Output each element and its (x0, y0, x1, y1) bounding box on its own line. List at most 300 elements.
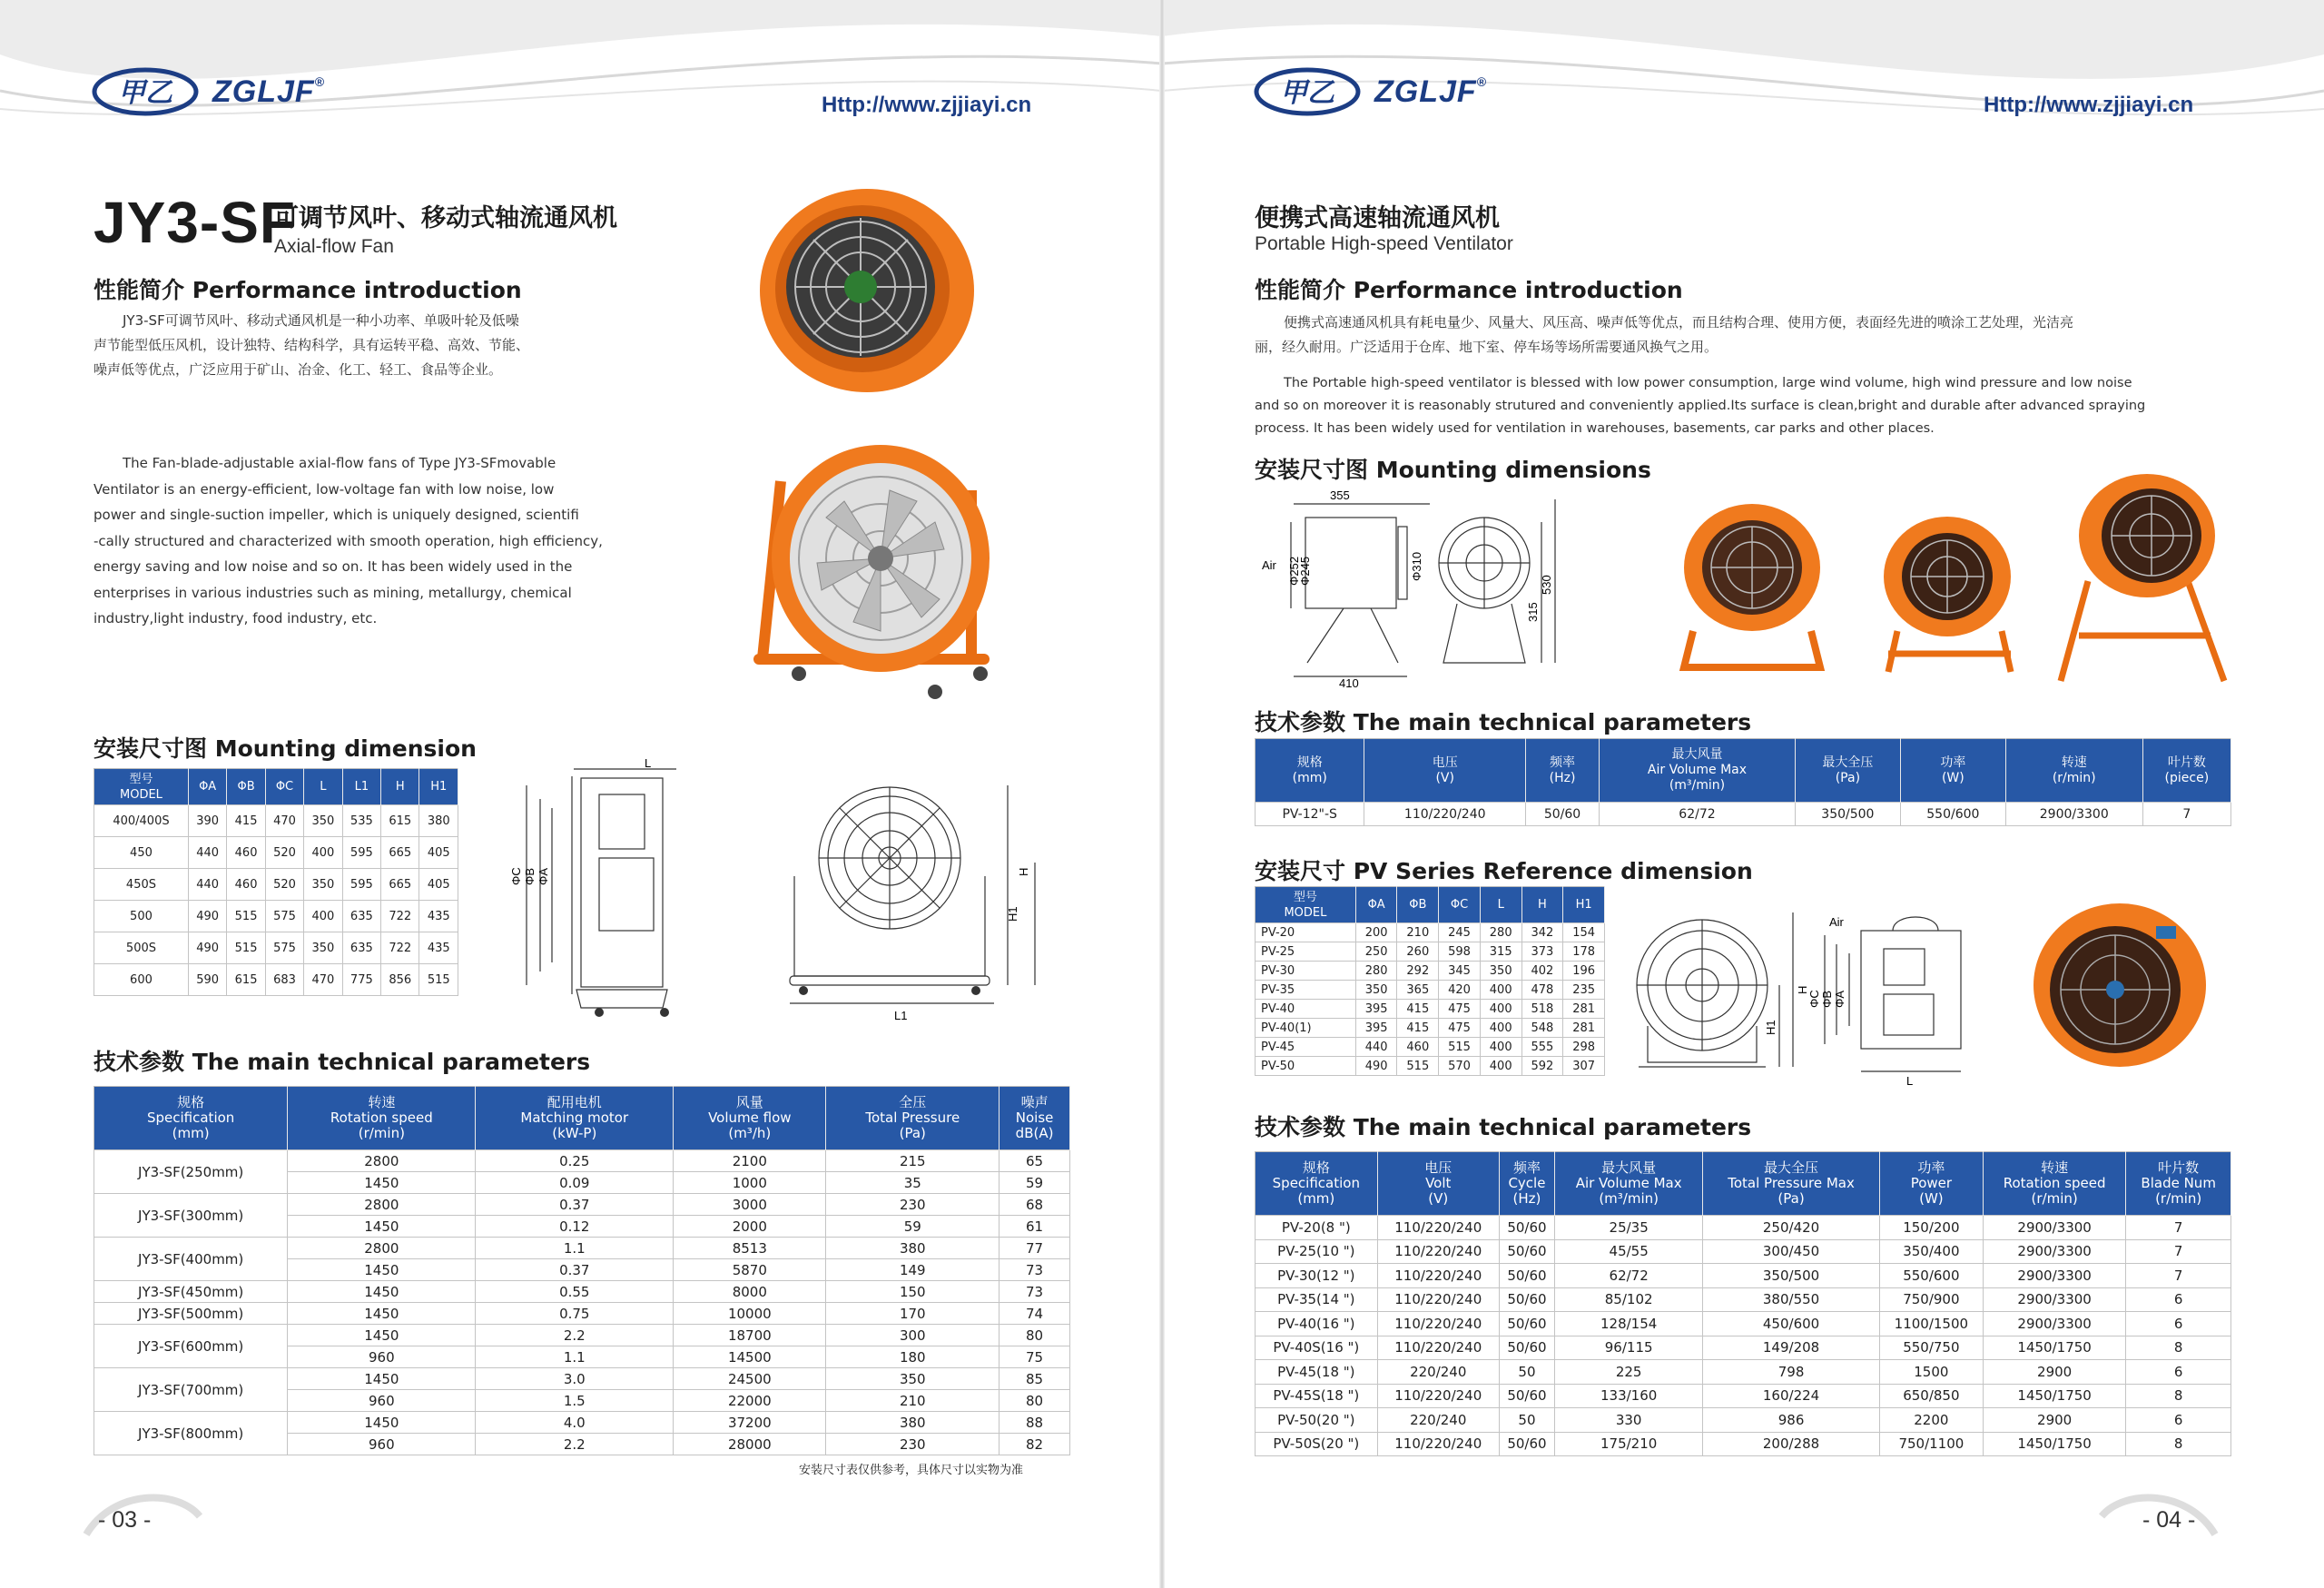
table-cell: 85/102 (1555, 1287, 1703, 1312)
header-line: Total Pressure Max (1728, 1175, 1855, 1191)
table-header-cell: H (1521, 887, 1563, 923)
table-header-cell (94, 1087, 288, 1150)
table-cell: 350/500 (1795, 803, 1900, 826)
dim-label-phiC: ΦC (509, 867, 523, 885)
table-cell: 8 (2126, 1432, 2231, 1456)
header-line: (mm) (1297, 1190, 1335, 1207)
table-cell: 440 (188, 869, 226, 901)
header-line: (r/min) (358, 1125, 405, 1141)
brand-logo (1253, 64, 1487, 120)
table-header-cell (2126, 1152, 2231, 1216)
tech1-parameters-table (1255, 738, 2231, 826)
table-cell: PV-50(20 ") (1256, 1408, 1378, 1433)
table-cell: 470 (265, 805, 303, 837)
perf-cn-text (1255, 311, 2262, 360)
table-header-row (94, 1087, 1070, 1150)
perf-cn-line: 声节能型低压风机，设计独特、结构科学，具有运转平稳、高效、节能、 (94, 337, 530, 353)
header-line: 频率 (1512, 1159, 1541, 1176)
table-cell: 350 (1480, 962, 1521, 981)
tech-heading: 技术参数 The main technical parameters (94, 1049, 591, 1075)
table-header-cell: ΦA (1355, 887, 1397, 923)
table-header-cell: L (304, 769, 342, 805)
header-line: (m³/h) (728, 1125, 772, 1141)
mount-heading: 安装尺寸图 Mounting dimension (94, 735, 477, 762)
table-cell: 62/72 (1600, 803, 1796, 826)
table-cell: 110/220/240 (1377, 1336, 1499, 1360)
table-cell: 128/154 (1555, 1312, 1703, 1336)
table-cell: 280 (1355, 962, 1397, 981)
table-cell: 200/288 (1703, 1432, 1880, 1456)
table-cell: 260 (1397, 942, 1439, 962)
table-cell: 665 (381, 869, 419, 901)
table-cell: 550/600 (1900, 803, 2005, 826)
table-cell: 160/224 (1703, 1384, 1880, 1408)
perf-en-text (1255, 372, 2262, 440)
table-cell: 750/1100 (1879, 1432, 1983, 1456)
table-cell: 149 (826, 1259, 1000, 1281)
table-cell: 490 (188, 901, 226, 932)
table-cell: PV-35(14 ") (1256, 1287, 1378, 1312)
table-cell: 592 (1521, 1057, 1563, 1076)
table-cell: 490 (1355, 1057, 1397, 1076)
table-cell: PV-40S(16 ") (1256, 1336, 1378, 1360)
table-cell: 59 (826, 1216, 1000, 1238)
header-line: Power (1910, 1175, 1953, 1191)
table-cell: 110/220/240 (1377, 1287, 1499, 1312)
table-cell: 1450 (288, 1412, 476, 1434)
perf-en-line: power and single-suction impeller, which is uniquely designed, scientifi (94, 507, 579, 523)
fan-front-drawing (767, 785, 1058, 1040)
table-cell: 598 (1439, 942, 1481, 962)
table-cell: 0.12 (476, 1216, 674, 1238)
table-cell: 149/208 (1703, 1336, 1880, 1360)
table-cell: 292 (1397, 962, 1439, 981)
table-cell: 215 (826, 1150, 1000, 1172)
spec-cell: JY3-SF(600mm) (94, 1325, 288, 1368)
header-line: Noise (1015, 1110, 1054, 1126)
dim-label-H: H (1796, 985, 1809, 994)
table-cell: 2900/3300 (1983, 1312, 2126, 1336)
table-cell: 50/60 (1499, 1264, 1554, 1288)
dim-label-L: L (1906, 1074, 1914, 1088)
table-cell: 1450 (288, 1259, 476, 1281)
table-row (94, 1368, 1070, 1390)
table-header-cell: 型号 MODEL (94, 769, 189, 805)
header-line: (W) (1919, 1190, 1944, 1207)
table-cell: 0.75 (476, 1303, 674, 1325)
table-cell: 110/220/240 (1377, 1384, 1499, 1408)
header-line: (piece) (2164, 770, 2210, 785)
table-cell: 635 (342, 901, 380, 932)
header-line: (r/min) (2052, 770, 2096, 785)
table-cell: 615 (227, 964, 265, 996)
table-row (1256, 1312, 2231, 1336)
table-cell: 722 (381, 901, 419, 932)
table-cell: 18700 (674, 1325, 826, 1346)
table-cell: 8 (2126, 1384, 2231, 1408)
table-header-cell: ΦA (188, 769, 226, 805)
table-cell: 50/60 (1499, 1239, 1554, 1264)
portable-fan-photo (1675, 486, 1829, 681)
table-row (1256, 1216, 2231, 1240)
perf-en-line: industry,light industry, food industry, etc. (94, 610, 378, 626)
table-cell: 196 (1563, 962, 1605, 981)
table-cell: 500 (94, 901, 189, 932)
table-header-row (1256, 739, 2231, 803)
table-cell: 61 (1000, 1216, 1070, 1238)
table-header-cell (1795, 739, 1900, 803)
header-line: Specification (1272, 1175, 1360, 1191)
table-cell: 2900 (1983, 1360, 2126, 1385)
table-cell: 350 (826, 1368, 1000, 1390)
table-cell: 0.37 (476, 1194, 674, 1216)
svg-text:甲乙: 甲乙 (118, 77, 172, 109)
table-cell: 435 (419, 901, 458, 932)
table-cell: 415 (1397, 1019, 1439, 1038)
header-line: (Hz) (1512, 1190, 1541, 1207)
table-cell: 77 (1000, 1238, 1070, 1259)
dim-label-355: 355 (1330, 488, 1350, 502)
header-line: (mm) (1292, 770, 1327, 785)
table-cell: 515 (227, 901, 265, 932)
brand-name: ZGLJF® (212, 74, 325, 109)
table-header-row (94, 769, 458, 805)
table-cell: 2900 (1983, 1408, 2126, 1433)
table-header-cell: L (1480, 887, 1521, 923)
table-cell: 1450/1750 (1983, 1432, 2126, 1456)
table-cell: 595 (342, 837, 380, 869)
table-cell: 775 (342, 964, 380, 996)
table-cell: 96/115 (1555, 1336, 1703, 1360)
header-line: 最大全压 (1764, 1159, 1819, 1176)
table-cell: 300/450 (1703, 1239, 1880, 1264)
header-line: Volt (1425, 1175, 1452, 1191)
table-row (1256, 923, 1605, 942)
table-cell: 515 (227, 932, 265, 964)
table-cell: 315 (1480, 942, 1521, 962)
perf-en-line: enterprises in various industries such as mining, metallurgy, chemical (94, 584, 572, 601)
table-cell: 405 (419, 869, 458, 901)
table-cell: 1500 (1879, 1360, 1983, 1385)
table-cell: 415 (227, 805, 265, 837)
table-cell: PV-50 (1256, 1057, 1356, 1076)
table-cell: 380 (419, 805, 458, 837)
table-header-row (1256, 1152, 2231, 1216)
dim-label-phiA: ΦA (1833, 990, 1846, 1008)
table-row (94, 1150, 1070, 1172)
table-cell: 7 (2126, 1239, 2231, 1264)
table-cell: 635 (342, 932, 380, 964)
table-cell: 1450/1750 (1983, 1384, 2126, 1408)
spec-cell: JY3-SF(800mm) (94, 1412, 288, 1455)
header-line: 规格 (177, 1094, 205, 1110)
table-cell: 170 (826, 1303, 1000, 1325)
table-cell: 550/600 (1879, 1264, 1983, 1288)
table-cell: 8 (2126, 1336, 2231, 1360)
table-cell: 2800 (288, 1150, 476, 1172)
table-row (94, 1238, 1070, 1259)
table-row (1256, 981, 1605, 1000)
table-row (1256, 1239, 2231, 1264)
table-cell: PV-45 (1256, 1038, 1356, 1057)
table-cell: 6 (2126, 1360, 2231, 1385)
table-header-cell (476, 1087, 674, 1150)
table-cell: 298 (1563, 1038, 1605, 1057)
header-line: 功率 (1917, 1159, 1945, 1176)
table-header-cell (1900, 739, 2005, 803)
table-cell: 350 (304, 932, 342, 964)
table-cell: 110/220/240 (1377, 1312, 1499, 1336)
title-cn: 便携式高速轴流通风机 (1255, 204, 1500, 232)
air-label: Air (1829, 915, 1844, 929)
table-cell: 345 (1439, 962, 1481, 981)
table-header-cell (1600, 739, 1796, 803)
table-cell: 440 (1355, 1038, 1397, 1057)
table-header-cell (1499, 1152, 1554, 1216)
table-cell: 2900/3300 (1983, 1287, 2126, 1312)
table-row (94, 1303, 1070, 1325)
header-line: (Hz) (1549, 770, 1576, 785)
table-cell: 281 (1563, 1019, 1605, 1038)
table-cell: 230 (826, 1434, 1000, 1455)
table-cell: 85 (1000, 1368, 1070, 1390)
title-en: Portable High-speed Ventilator (1255, 233, 1513, 254)
table-header-cell: ΦB (1397, 887, 1439, 923)
table-cell: 460 (1397, 1038, 1439, 1057)
table-cell: 37200 (674, 1412, 826, 1434)
header-line: Cycle (1508, 1175, 1546, 1191)
table-cell: 1.5 (476, 1390, 674, 1412)
spec-cell: JY3-SF(700mm) (94, 1368, 288, 1412)
table-cell: 7 (2142, 803, 2230, 826)
perf-en-line: process. It has been widely used for ventilation in warehouses, basements, car parks and other places. (1255, 421, 1935, 436)
table-cell: 400 (1480, 1057, 1521, 1076)
table-cell: 210 (1397, 923, 1439, 942)
table-row (1256, 1408, 2231, 1433)
table-row (94, 901, 458, 932)
perf-heading: 性能简介 Performance introduction (1255, 277, 1683, 303)
logo-mark-icon (1253, 64, 1362, 120)
table-row (94, 932, 458, 964)
header-line: Air Volume Max (1647, 763, 1748, 777)
dim-label-H1: H1 (1764, 1020, 1777, 1035)
table-cell: 10000 (674, 1303, 826, 1325)
table-cell: 250 (1355, 942, 1397, 962)
table-cell: 515 (1397, 1057, 1439, 1076)
table-cell: 330 (1555, 1408, 1703, 1433)
dim-label-530: 530 (1540, 575, 1553, 595)
header-line: Blade Num (2141, 1175, 2216, 1191)
tech2-heading: 技术参数 The main technical parameters (1255, 1114, 1752, 1140)
table-row (1256, 1287, 2231, 1312)
table-cell: PV-25 (1256, 942, 1356, 962)
header-line: 最大风量 (1601, 1159, 1657, 1176)
table-cell: 1450 (288, 1281, 476, 1303)
dim-label-315: 315 (1526, 602, 1540, 622)
table-cell: PV-40(16 ") (1256, 1312, 1378, 1336)
table-cell: 575 (265, 901, 303, 932)
header-line: 转速 (368, 1094, 396, 1110)
portable-fan-drawing (1253, 486, 1561, 695)
header-line: 噪声 (1020, 1094, 1049, 1110)
table-cell: PV-45S(18 ") (1256, 1384, 1378, 1408)
table-cell: 68 (1000, 1194, 1070, 1216)
header-line: 电压 (1432, 755, 1458, 770)
table-cell: 400 (304, 837, 342, 869)
header-line: Rotation speed (2003, 1175, 2106, 1191)
perf-en-line: energy saving and low noise and so on. It has been widely used in the (94, 558, 573, 575)
header-line: (m³/min) (1599, 1190, 1659, 1207)
perf-heading: 性能简介 Performance introduction (94, 277, 522, 303)
table-cell: 35 (826, 1172, 1000, 1194)
table-cell: 8513 (674, 1238, 826, 1259)
header-line: 功率 (1940, 755, 1966, 770)
table-header-cell: L1 (342, 769, 380, 805)
table-cell: PV-45(18 ") (1256, 1360, 1378, 1385)
table-cell: 200 (1355, 923, 1397, 942)
table-cell: 960 (288, 1434, 476, 1455)
table-header-cell (2005, 739, 2142, 803)
table-cell: 80 (1000, 1325, 1070, 1346)
table-cell: 380 (826, 1412, 1000, 1434)
air-label: Air (1262, 558, 1276, 572)
axial-fan-photo (744, 182, 980, 399)
portable-fan-photo (2052, 472, 2233, 690)
right-page (1162, 0, 2324, 1588)
table-header-cell (1555, 1152, 1703, 1216)
table-cell: 390 (188, 805, 226, 837)
table-cell: 400 (1480, 1000, 1521, 1019)
table-cell: 722 (381, 932, 419, 964)
brand-url: Http://www.zjjiayi.cn (822, 93, 1032, 117)
header-line: 配用电机 (547, 1094, 602, 1110)
table-cell: 650/850 (1879, 1384, 1983, 1408)
table-row (94, 1325, 1070, 1346)
table-cell: 50 (1499, 1408, 1554, 1433)
table-cell: 373 (1521, 942, 1563, 962)
table-cell: 395 (1355, 1000, 1397, 1019)
table-header-cell: H1 (419, 769, 458, 805)
header-line: dB(A) (1015, 1125, 1054, 1141)
header-line: 规格 (1302, 1159, 1330, 1176)
table-cell: 1450 (288, 1325, 476, 1346)
table-cell: 450/600 (1703, 1312, 1880, 1336)
table-cell: 350/500 (1703, 1264, 1880, 1288)
table-cell: 1450 (288, 1303, 476, 1325)
table-header-cell (1256, 1152, 1378, 1216)
table-row (94, 1194, 1070, 1216)
portable-fan-photo (1875, 504, 2020, 681)
pv-dimension-table (1255, 886, 1605, 1076)
table-cell: 1450 (288, 1216, 476, 1238)
header-line: Volume flow (708, 1110, 792, 1126)
table-cell: PV-40 (1256, 1000, 1356, 1019)
header-line: 规格 (1296, 755, 1323, 770)
perf-en-line: Ventilator is an energy-efficient, low-voltage fan with low noise, low (94, 480, 555, 498)
table-cell: 405 (419, 837, 458, 869)
spec-cell: JY3-SF(400mm) (94, 1238, 288, 1281)
table-cell: 307 (1563, 1057, 1605, 1076)
table-cell: 615 (381, 805, 419, 837)
technical-parameters-table (94, 1086, 1070, 1455)
table-cell: 570 (1439, 1057, 1481, 1076)
table-cell: 235 (1563, 981, 1605, 1000)
table-cell: PV-12"-S (1256, 803, 1364, 826)
table-cell: 400/400S (94, 805, 189, 837)
table-row (1256, 1038, 1605, 1057)
table-header-cell (674, 1087, 826, 1150)
header-line: (Pa) (1777, 1190, 1805, 1207)
table-row (1256, 962, 1605, 981)
table-cell: 550/750 (1879, 1336, 1983, 1360)
table-cell: 0.09 (476, 1172, 674, 1194)
table-cell: 65 (1000, 1150, 1070, 1172)
table-cell: 520 (265, 837, 303, 869)
table-header-row (1256, 887, 1605, 923)
perf-en-line: and so on moreover it is reasonably strutured and conveniently applied.Its surface is clean,bright and durable after advanced spraying (1255, 399, 2146, 413)
table-cell: PV-50S(20 ") (1256, 1432, 1378, 1456)
pv-side-drawing (1807, 908, 1979, 1090)
table-cell: 75 (1000, 1346, 1070, 1368)
table-header-cell (288, 1087, 476, 1150)
table-row (1256, 1360, 2231, 1385)
table-header-cell (1364, 739, 1526, 803)
brand-name: ZGLJF® (1374, 74, 1487, 109)
table-cell: 225 (1555, 1360, 1703, 1385)
table-cell: 50/60 (1499, 1312, 1554, 1336)
table-header-cell: H (381, 769, 419, 805)
table-header-cell: H1 (1563, 887, 1605, 923)
table-cell: 350/400 (1879, 1239, 1983, 1264)
table-cell: 8000 (674, 1281, 826, 1303)
table-cell: 475 (1439, 1019, 1481, 1038)
table-cell: PV-30(12 ") (1256, 1264, 1378, 1288)
table-cell: 50/60 (1499, 1216, 1554, 1240)
table-cell: 250/420 (1703, 1216, 1880, 1240)
table-cell: 595 (342, 869, 380, 901)
table-cell: 440 (188, 837, 226, 869)
table-cell: 986 (1703, 1408, 1880, 1433)
table-cell: PV-20 (1256, 923, 1356, 942)
title-cn: 可调节风叶、移动式轴流通风机 (274, 204, 617, 232)
table-cell: 415 (1397, 1000, 1439, 1019)
table-header-cell: 型号 MODEL (1256, 887, 1356, 923)
table-cell: 3.0 (476, 1368, 674, 1390)
spec-cell: JY3-SF(500mm) (94, 1303, 288, 1325)
header-line: 叶片数 (2158, 1159, 2200, 1176)
table-cell: 0.25 (476, 1150, 674, 1172)
spec-cell: JY3-SF(300mm) (94, 1194, 288, 1238)
table-header-cell (1983, 1152, 2126, 1216)
header-line: 转速 (2041, 1159, 2069, 1176)
header-line: Total Pressure (865, 1110, 960, 1126)
table-cell: 88 (1000, 1412, 1070, 1434)
table-cell: 475 (1439, 1000, 1481, 1019)
table-cell: 515 (419, 964, 458, 996)
table-cell: 62/72 (1555, 1264, 1703, 1288)
header-line: 全压 (899, 1094, 927, 1110)
table-cell: 3000 (674, 1194, 826, 1216)
table-cell: 1450 (288, 1172, 476, 1194)
table-cell: 400 (1480, 981, 1521, 1000)
table-cell: PV-30 (1256, 962, 1356, 981)
mobile-fan-photo (744, 436, 1008, 708)
table-cell: 548 (1521, 1019, 1563, 1038)
header-line: 叶片数 (2167, 755, 2206, 770)
table-cell: 14500 (674, 1346, 826, 1368)
model-title: JY3-SF (94, 190, 296, 255)
table-cell: 7 (2126, 1264, 2231, 1288)
